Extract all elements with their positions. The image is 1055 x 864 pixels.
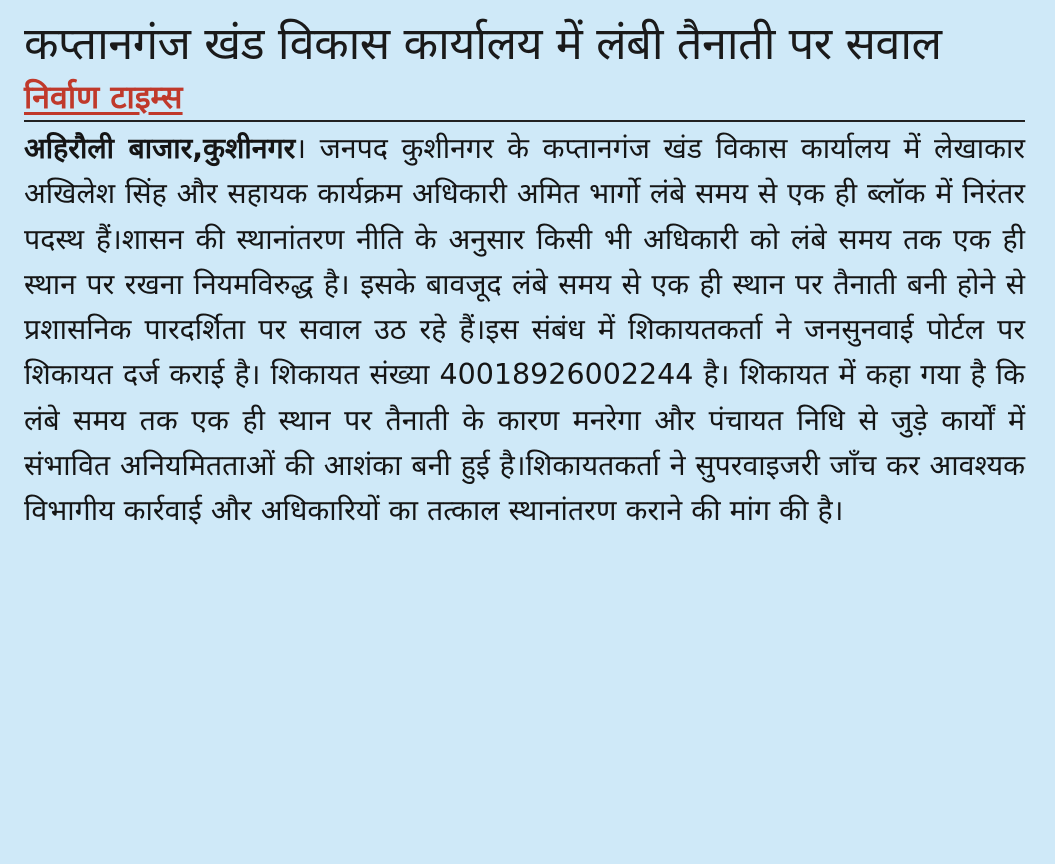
article-body [24,126,1025,534]
dateline: अहिरौली बाजार,कुशीनगर [24,132,296,165]
source-name: निर्वाण टाइम्स [24,78,183,116]
headline: कप्तानगंज खंड विकास कार्यालय में लंबी तैनाती पर सवाल [24,17,942,70]
source-divider [24,120,1025,122]
source-row [24,76,1025,126]
article-text: । जनपद कुशीनगर के कप्तानगंज खंड विकास कार्यालय में लेखाकार अखिलेश सिंह और सहायक कार्यक्रम अधिकारी अमित भार्गो लंबे समय से एक ही ब्लॉक में निरंतर पदस्थ हैं।शासन की स्थानांतरण नीति के अनुसार किसी भी अधिकारी को लंबे समय तक एक ही स्थान पर रखना नियमविरुद्ध है। इसके बावजूद लंबे समय से एक ही स्थान पर तैनाती बनी होने से प्रशासनिक पारदर्शिता पर सवाल उठ रहे हैं।इस संबंध में शिकायतकर्ता ने जनसुनवाई पोर्टल पर शिकायत दर्ज कराई है। शिकायत संख्या 40018926002244 है। शिकायत में कहा गया है कि लंबे समय तक एक ही स्थान पर तैनाती के कारण मनरेगा और पंचायत निधि से जुड़े कार्यों में संभावित अनियमितताओं की आशंका बनी हुई है।शिकायतकर्ता ने सुपरवाइजरी जाँच कर आवश्यक विभागीय कार्रवाई और अधिकारियों का तत्काल स्थानांतरण कराने की मांग की है। [24,132,1025,528]
